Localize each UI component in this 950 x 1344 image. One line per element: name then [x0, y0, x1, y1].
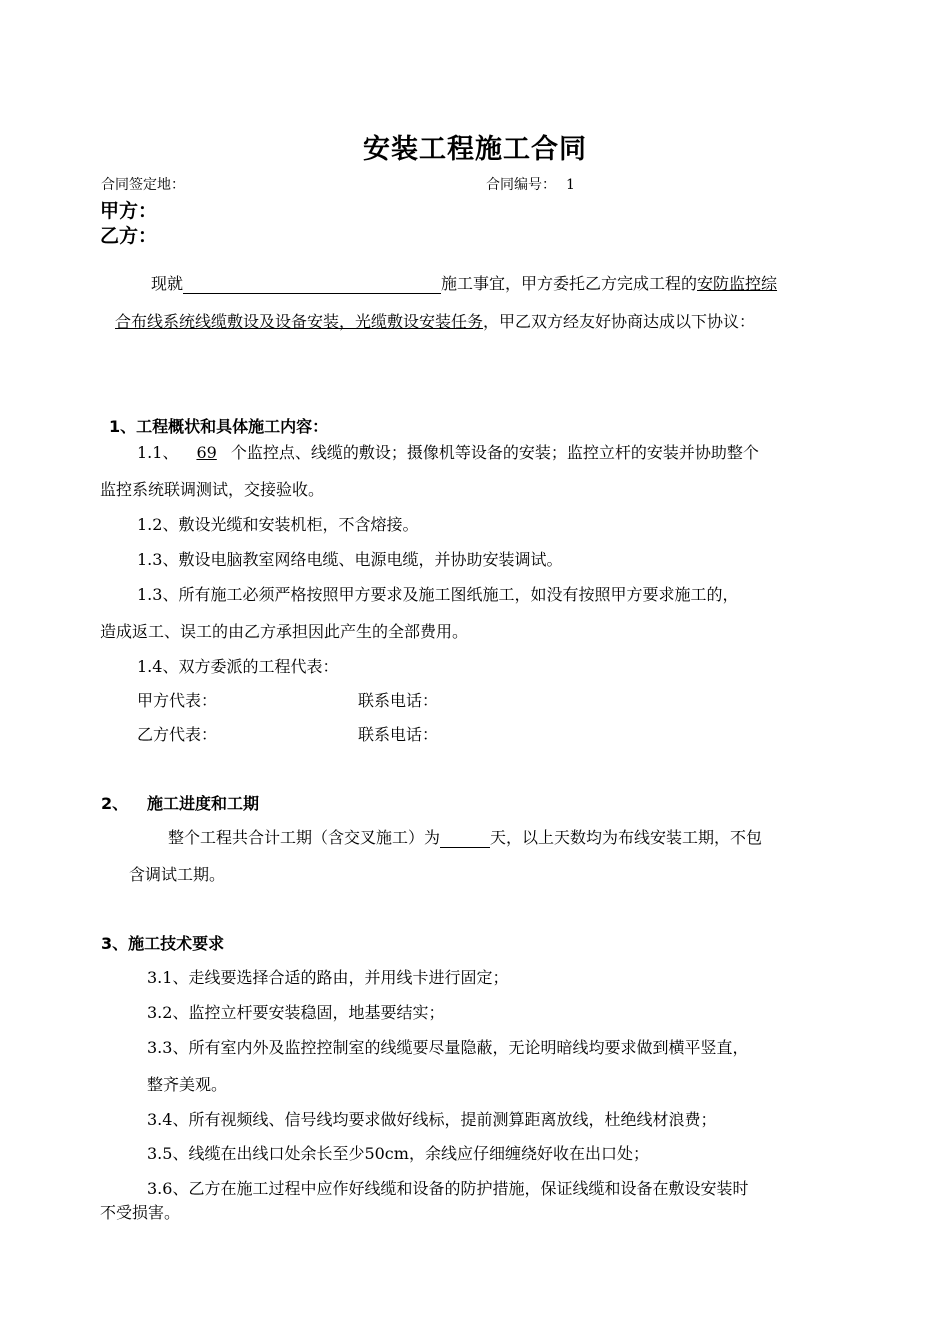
section-1-heading: 1、工程概状和具体施工内容：	[109, 417, 329, 436]
party-b-label: 乙方：	[100, 225, 158, 247]
section-2-heading: 施工进度和工期	[147, 794, 260, 813]
section-3-item-4: 3.4、所有视频线、信号线均要求做好线标，提前测算距离放线，杜绝线材浪费；	[147, 1110, 717, 1129]
document-title: 安装工程施工合同	[363, 134, 587, 165]
contract-number	[486, 174, 575, 194]
duration-days-blank	[440, 829, 490, 848]
section-3-item-1: 3.1、走线要选择合适的路由，并用线卡进行固定；	[147, 968, 509, 987]
intro-line-2	[115, 309, 755, 332]
party-a-label: 甲方：	[100, 200, 158, 222]
section-2-number: 2、	[101, 794, 129, 813]
intro-prefix: 现就	[151, 274, 184, 293]
section-1-item-1	[137, 440, 759, 463]
project-name-blank	[183, 275, 441, 294]
rep-b-phone-label: 联系电话：	[358, 725, 439, 744]
section-3-item-5: 3.5、线缆在出线口处余长至少50cm，余线应仔细缠绕好收在出口处；	[147, 1144, 649, 1163]
section-1-item-2: 1.2、敷设光缆和安装机柜，不含熔接。	[137, 515, 419, 534]
rep-a-label: 甲方代表：	[137, 691, 218, 710]
section-1-item-1-cont: 监控系统联调测试，交接验收。	[100, 480, 325, 499]
intro-suffix: ，甲乙双方经友好协商达成以下协议：	[483, 312, 756, 331]
rep-b-label: 乙方代表：	[137, 725, 218, 744]
intro-underlined-1: 安防监控综	[697, 274, 778, 293]
duration-suffix: 天，以上天数均为布线安装工期，不包	[490, 828, 763, 847]
intro-underlined-2: 合布线系统线缆敷设及设备安装，光缆敷设安装任务	[115, 312, 484, 331]
rep-a-phone-label: 联系电话：	[358, 691, 439, 710]
section-3-item-2: 3.2、监控立杆要安装稳固，地基要结实；	[147, 1003, 445, 1022]
contract-no-value: 1	[566, 177, 575, 193]
intro-middle: 施工事宜，甲方委托乙方完成工程的	[441, 274, 698, 293]
item-1-1-text: 个监控点、线缆的敷设；摄像机等设备的安装；监控立杆的安装并协助整个	[230, 443, 759, 462]
section-3-item-3: 3.3、所有室内外及监控控制室的线缆要尽量隐蔽，无论明暗线均要求做到横平竖直，	[147, 1038, 749, 1057]
section-3-item-6-cont: 不受损害。	[100, 1203, 181, 1222]
item-1-1-prefix: 1.1、	[137, 443, 179, 462]
section-2-text-cont: 含调试工期。	[129, 865, 226, 884]
section-2-text	[168, 825, 762, 848]
section-1-item-3: 1.3、敷设电脑教室网络电缆、电源电缆，并协助安装调试。	[137, 550, 563, 569]
section-3-heading: 3、施工技术要求	[101, 934, 225, 953]
section-1-item-5: 1.4、双方委派的工程代表：	[137, 657, 339, 676]
section-3-item-3-cont: 整齐美观。	[147, 1075, 228, 1094]
sign-place-label: 合同签定地：	[101, 177, 185, 193]
section-3-item-6: 3.6、乙方在施工过程中应作好线缆和设备的防护措施，保证线缆和设备在敷设安装时	[147, 1179, 749, 1198]
section-1-item-4: 1.3、所有施工必须严格按照甲方要求及施工图纸施工，如没有按照甲方要求施工的，	[137, 585, 739, 604]
duration-prefix: 整个工程共合计工期（含交叉施工）为	[168, 828, 441, 847]
intro-line-1	[151, 271, 777, 294]
section-1-item-4-cont: 造成返工、误工的由乙方承担因此产生的全部费用。	[100, 622, 469, 641]
monitor-point-count: 69	[196, 443, 217, 462]
contract-no-label: 合同编号：	[486, 177, 556, 193]
